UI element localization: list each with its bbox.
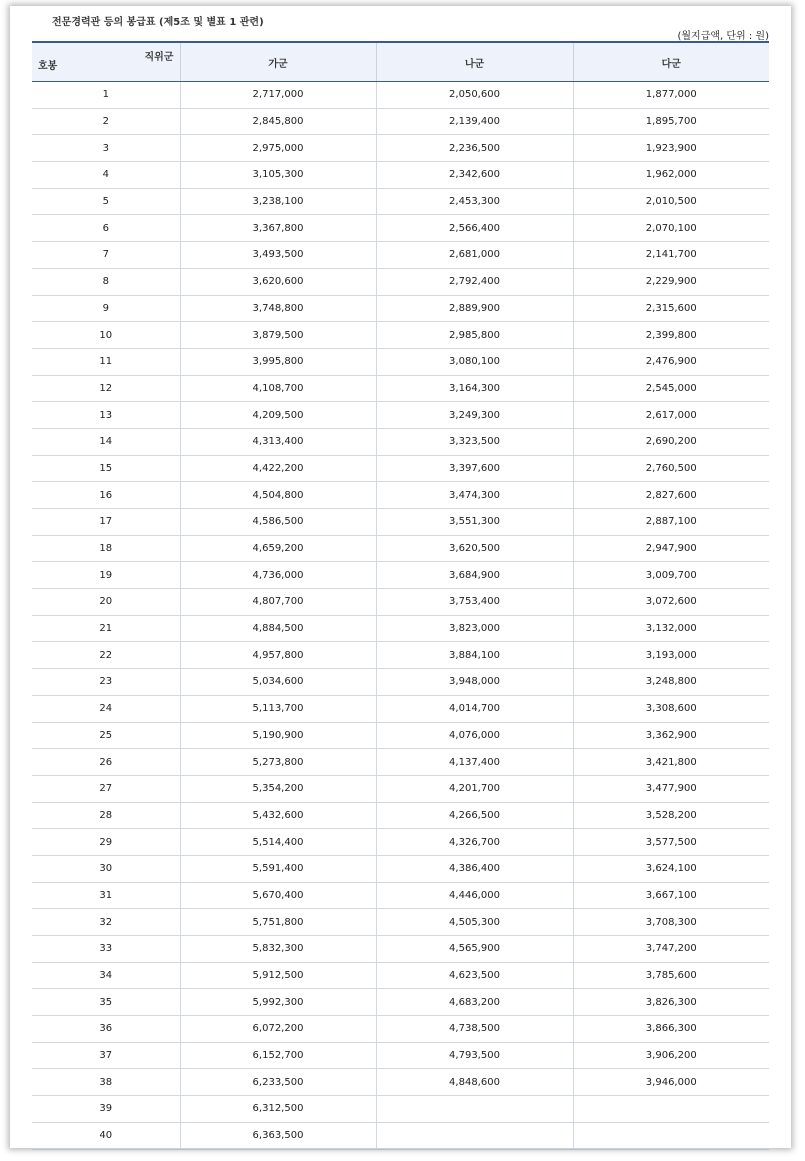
cell-step: 9	[32, 295, 180, 322]
table-row	[32, 482, 769, 509]
table-row	[32, 1122, 769, 1149]
cell-na: 2,139,400	[376, 108, 573, 135]
cell-na: 4,076,000	[376, 722, 573, 749]
cell-da: 2,617,000	[573, 402, 769, 429]
cell-da: 2,229,900	[573, 268, 769, 295]
cell-step: 33	[32, 936, 180, 963]
salary-table	[32, 41, 769, 1150]
cell-ga: 2,975,000	[180, 135, 376, 162]
cell-da: 3,009,700	[573, 562, 769, 589]
table-row	[32, 135, 769, 162]
cell-step: 25	[32, 722, 180, 749]
cell-na: 2,889,900	[376, 295, 573, 322]
cell-na: 4,201,700	[376, 775, 573, 802]
cell-ga: 5,190,900	[180, 722, 376, 749]
cell-da: 3,866,300	[573, 1016, 769, 1043]
table-row	[32, 775, 769, 802]
cell-na: 3,164,300	[376, 375, 573, 402]
header-col-da: 다군	[573, 42, 769, 82]
cell-da: 3,477,900	[573, 775, 769, 802]
table-row	[32, 509, 769, 536]
header-col-ga: 가군	[180, 42, 376, 82]
table-row	[32, 962, 769, 989]
cell-da: 3,946,000	[573, 1069, 769, 1096]
cell-na: 3,080,100	[376, 348, 573, 375]
table-row	[32, 615, 769, 642]
cell-ga: 4,884,500	[180, 615, 376, 642]
cell-ga: 3,238,100	[180, 188, 376, 215]
cell-step: 6	[32, 215, 180, 242]
cell-ga: 3,879,500	[180, 322, 376, 349]
cell-ga: 5,751,800	[180, 909, 376, 936]
cell-ga: 4,108,700	[180, 375, 376, 402]
table-row	[32, 82, 769, 109]
cell-da: 2,887,100	[573, 509, 769, 536]
cell-na: 3,620,500	[376, 535, 573, 562]
cell-step: 20	[32, 589, 180, 616]
cell-na: 3,551,300	[376, 509, 573, 536]
cell-step: 30	[32, 855, 180, 882]
cell-da: 3,193,000	[573, 642, 769, 669]
cell-da: 3,708,300	[573, 909, 769, 936]
cell-ga: 5,113,700	[180, 695, 376, 722]
cell-ga: 4,504,800	[180, 482, 376, 509]
cell-step: 28	[32, 802, 180, 829]
cell-ga: 5,034,600	[180, 669, 376, 696]
cell-na: 4,446,000	[376, 882, 573, 909]
cell-step: 2	[32, 108, 180, 135]
cell-na: 3,753,400	[376, 589, 573, 616]
table-body	[32, 82, 769, 1150]
cell-step: 39	[32, 1096, 180, 1123]
table-row	[32, 535, 769, 562]
cell-ga: 3,367,800	[180, 215, 376, 242]
cell-da: 1,962,000	[573, 162, 769, 189]
cell-da: 3,906,200	[573, 1042, 769, 1069]
table-row	[32, 562, 769, 589]
cell-ga: 6,363,500	[180, 1122, 376, 1149]
page-title: 전문경력관 등의 봉급표 (제5조 및 별표 1 관련)	[52, 17, 264, 28]
table-row	[32, 108, 769, 135]
cell-step: 23	[32, 669, 180, 696]
cell-da: 2,010,500	[573, 188, 769, 215]
table-row	[32, 695, 769, 722]
table-row	[32, 162, 769, 189]
cell-step: 35	[32, 989, 180, 1016]
table-row	[32, 242, 769, 269]
table-row	[32, 829, 769, 856]
cell-da: 3,826,300	[573, 989, 769, 1016]
cell-na: 4,137,400	[376, 749, 573, 776]
cell-da	[573, 1096, 769, 1123]
cell-ga: 5,832,300	[180, 936, 376, 963]
header-position-group-label: 직위군	[144, 52, 174, 63]
cell-da: 3,421,800	[573, 749, 769, 776]
cell-step: 8	[32, 268, 180, 295]
cell-da: 2,070,100	[573, 215, 769, 242]
cell-step: 16	[32, 482, 180, 509]
cell-na: 2,453,300	[376, 188, 573, 215]
table-row	[32, 989, 769, 1016]
cell-ga: 3,105,300	[180, 162, 376, 189]
cell-ga: 4,586,500	[180, 509, 376, 536]
header-col-na: 나군	[376, 42, 573, 82]
cell-ga: 2,717,000	[180, 82, 376, 109]
cell-step: 34	[32, 962, 180, 989]
cell-da: 3,747,200	[573, 936, 769, 963]
cell-na: 4,623,500	[376, 962, 573, 989]
cell-step: 27	[32, 775, 180, 802]
cell-na: 2,342,600	[376, 162, 573, 189]
table-row	[32, 1069, 769, 1096]
table-row	[32, 882, 769, 909]
cell-da: 3,624,100	[573, 855, 769, 882]
cell-step: 36	[32, 1016, 180, 1043]
cell-step: 3	[32, 135, 180, 162]
cell-na: 4,505,300	[376, 909, 573, 936]
cell-na: 4,738,500	[376, 1016, 573, 1043]
table-row	[32, 589, 769, 616]
table-row	[32, 802, 769, 829]
cell-step: 10	[32, 322, 180, 349]
table-row	[32, 455, 769, 482]
cell-da	[573, 1122, 769, 1149]
cell-step: 13	[32, 402, 180, 429]
cell-step: 38	[32, 1069, 180, 1096]
cell-da: 3,785,600	[573, 962, 769, 989]
cell-da: 2,545,000	[573, 375, 769, 402]
cell-ga: 6,312,500	[180, 1096, 376, 1123]
header-step-label: 호봉	[38, 61, 58, 72]
cell-ga: 5,912,500	[180, 962, 376, 989]
cell-step: 31	[32, 882, 180, 909]
cell-na: 2,985,800	[376, 322, 573, 349]
table-row	[32, 188, 769, 215]
cell-na: 3,684,900	[376, 562, 573, 589]
cell-ga: 4,807,700	[180, 589, 376, 616]
cell-step: 18	[32, 535, 180, 562]
cell-ga: 5,354,200	[180, 775, 376, 802]
cell-ga: 5,432,600	[180, 802, 376, 829]
table-row	[32, 936, 769, 963]
cell-step: 40	[32, 1122, 180, 1149]
table-header	[32, 42, 769, 82]
cell-na: 3,823,000	[376, 615, 573, 642]
cell-na: 4,326,700	[376, 829, 573, 856]
cell-ga: 4,209,500	[180, 402, 376, 429]
cell-da: 2,827,600	[573, 482, 769, 509]
cell-na: 4,014,700	[376, 695, 573, 722]
cell-da: 3,577,500	[573, 829, 769, 856]
cell-ga: 4,736,000	[180, 562, 376, 589]
table-row	[32, 1096, 769, 1123]
cell-ga: 4,422,200	[180, 455, 376, 482]
cell-ga: 5,591,400	[180, 855, 376, 882]
cell-na: 4,565,900	[376, 936, 573, 963]
cell-step: 12	[32, 375, 180, 402]
table-row	[32, 375, 769, 402]
cell-ga: 6,152,700	[180, 1042, 376, 1069]
table-row	[32, 1016, 769, 1043]
cell-da: 3,308,600	[573, 695, 769, 722]
table-row	[32, 322, 769, 349]
cell-step: 11	[32, 348, 180, 375]
cell-ga: 2,845,800	[180, 108, 376, 135]
cell-ga: 3,620,600	[180, 268, 376, 295]
cell-ga: 6,072,200	[180, 1016, 376, 1043]
cell-step: 4	[32, 162, 180, 189]
cell-da: 2,141,700	[573, 242, 769, 269]
cell-na: 2,050,600	[376, 82, 573, 109]
cell-da: 2,760,500	[573, 455, 769, 482]
cell-step: 7	[32, 242, 180, 269]
cell-step: 17	[32, 509, 180, 536]
document-frame	[10, 6, 791, 1148]
cell-step: 26	[32, 749, 180, 776]
cell-na: 3,884,100	[376, 642, 573, 669]
cell-step: 32	[32, 909, 180, 936]
table-row	[32, 268, 769, 295]
cell-na: 3,948,000	[376, 669, 573, 696]
cell-step: 37	[32, 1042, 180, 1069]
cell-na: 2,792,400	[376, 268, 573, 295]
cell-ga: 5,514,400	[180, 829, 376, 856]
cell-ga: 5,670,400	[180, 882, 376, 909]
cell-na: 3,397,600	[376, 455, 573, 482]
table-row	[32, 909, 769, 936]
cell-ga: 6,233,500	[180, 1069, 376, 1096]
table-row	[32, 669, 769, 696]
cell-na: 4,386,400	[376, 855, 573, 882]
cell-ga: 5,992,300	[180, 989, 376, 1016]
cell-da: 1,877,000	[573, 82, 769, 109]
cell-na: 4,793,500	[376, 1042, 573, 1069]
cell-na: 3,249,300	[376, 402, 573, 429]
cell-na: 2,681,000	[376, 242, 573, 269]
cell-da: 3,072,600	[573, 589, 769, 616]
cell-da: 3,528,200	[573, 802, 769, 829]
cell-na: 3,323,500	[376, 428, 573, 455]
cell-da: 3,667,100	[573, 882, 769, 909]
table-row	[32, 295, 769, 322]
cell-step: 15	[32, 455, 180, 482]
cell-da: 2,476,900	[573, 348, 769, 375]
cell-na: 4,848,600	[376, 1069, 573, 1096]
table-row	[32, 722, 769, 749]
cell-na: 4,683,200	[376, 989, 573, 1016]
cell-da: 2,399,800	[573, 322, 769, 349]
table-row	[32, 642, 769, 669]
cell-ga: 4,313,400	[180, 428, 376, 455]
cell-ga: 4,659,200	[180, 535, 376, 562]
cell-da: 2,690,200	[573, 428, 769, 455]
cell-step: 14	[32, 428, 180, 455]
table-row	[32, 1042, 769, 1069]
cell-na	[376, 1096, 573, 1123]
cell-ga: 5,273,800	[180, 749, 376, 776]
cell-ga: 4,957,800	[180, 642, 376, 669]
header-corner-cell	[32, 42, 180, 82]
cell-na	[376, 1122, 573, 1149]
cell-step: 29	[32, 829, 180, 856]
cell-ga: 3,748,800	[180, 295, 376, 322]
cell-da: 2,947,900	[573, 535, 769, 562]
cell-na: 3,474,300	[376, 482, 573, 509]
cell-da: 3,132,000	[573, 615, 769, 642]
cell-ga: 3,493,500	[180, 242, 376, 269]
cell-da: 1,923,900	[573, 135, 769, 162]
table-row	[32, 428, 769, 455]
cell-step: 5	[32, 188, 180, 215]
cell-na: 4,266,500	[376, 802, 573, 829]
cell-na: 2,566,400	[376, 215, 573, 242]
table-row	[32, 215, 769, 242]
cell-step: 22	[32, 642, 180, 669]
cell-ga: 3,995,800	[180, 348, 376, 375]
table-row	[32, 348, 769, 375]
cell-step: 21	[32, 615, 180, 642]
cell-da: 3,248,800	[573, 669, 769, 696]
cell-step: 24	[32, 695, 180, 722]
cell-da: 1,895,700	[573, 108, 769, 135]
unit-note: (월지급액, 단위 : 원)	[677, 31, 769, 42]
cell-step: 19	[32, 562, 180, 589]
cell-step: 1	[32, 82, 180, 109]
cell-da: 3,362,900	[573, 722, 769, 749]
table-row	[32, 749, 769, 776]
table-row	[32, 402, 769, 429]
cell-na: 2,236,500	[376, 135, 573, 162]
table-row	[32, 855, 769, 882]
cell-da: 2,315,600	[573, 295, 769, 322]
